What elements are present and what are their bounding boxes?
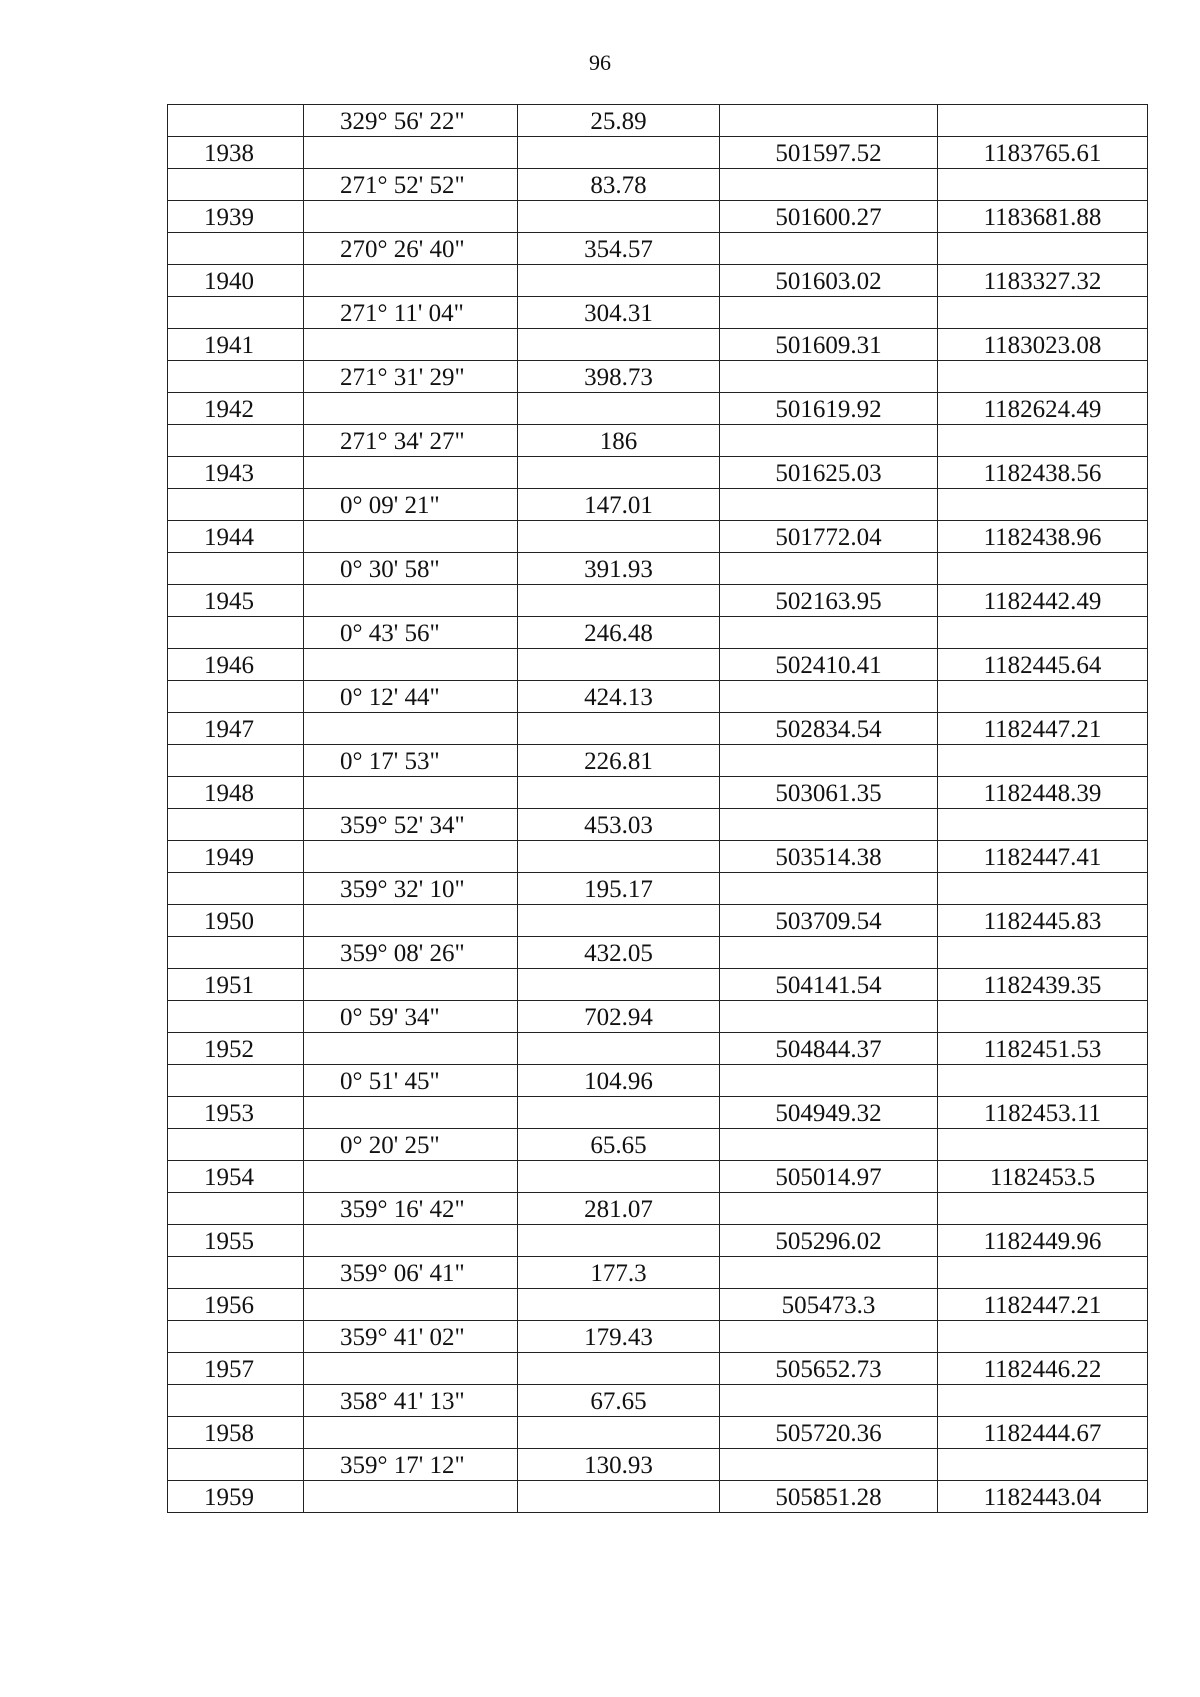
easting-cell: 1182444.67 — [938, 1417, 1148, 1449]
empty-cell — [518, 1033, 720, 1065]
northing-cell: 502163.95 — [720, 585, 938, 617]
page-number: 96 — [589, 50, 611, 75]
distance-cell: 304.31 — [518, 297, 720, 329]
table-row-station — [168, 137, 1148, 169]
empty-cell — [168, 873, 304, 905]
empty-cell — [168, 1257, 304, 1289]
table-row-leg — [168, 1065, 1148, 1097]
empty-cell — [938, 1193, 1148, 1225]
empty-cell — [304, 1289, 518, 1321]
northing-cell: 502410.41 — [720, 649, 938, 681]
empty-cell — [518, 1417, 720, 1449]
easting-cell: 1182453.5 — [938, 1161, 1148, 1193]
table-row-station — [168, 649, 1148, 681]
station-id-cell: 1944 — [168, 521, 304, 553]
table-row-station — [168, 521, 1148, 553]
empty-cell — [938, 1385, 1148, 1417]
distance-cell: 246.48 — [518, 617, 720, 649]
distance-cell: 453.03 — [518, 809, 720, 841]
table-row-leg — [168, 1321, 1148, 1353]
distance-cell: 398.73 — [518, 361, 720, 393]
empty-cell — [168, 105, 304, 137]
northing-cell: 505720.36 — [720, 1417, 938, 1449]
empty-cell — [304, 1481, 518, 1513]
empty-cell — [720, 809, 938, 841]
easting-cell: 1182624.49 — [938, 393, 1148, 425]
empty-cell — [168, 809, 304, 841]
northing-cell: 505296.02 — [720, 1225, 938, 1257]
empty-cell — [168, 425, 304, 457]
empty-cell — [518, 1353, 720, 1385]
distance-cell: 179.43 — [518, 1321, 720, 1353]
table-row-leg — [168, 681, 1148, 713]
empty-cell — [518, 1097, 720, 1129]
empty-cell — [938, 553, 1148, 585]
northing-cell: 501597.52 — [720, 137, 938, 169]
bearing-cell: 0° 17' 53" — [304, 745, 518, 777]
survey-coordinates-table — [167, 104, 1148, 1513]
empty-cell — [304, 393, 518, 425]
empty-cell — [168, 1001, 304, 1033]
empty-cell — [518, 1225, 720, 1257]
empty-cell — [938, 1449, 1148, 1481]
empty-cell — [518, 137, 720, 169]
station-id-cell: 1957 — [168, 1353, 304, 1385]
empty-cell — [720, 169, 938, 201]
northing-cell: 503514.38 — [720, 841, 938, 873]
empty-cell — [720, 553, 938, 585]
empty-cell — [720, 105, 938, 137]
distance-cell: 104.96 — [518, 1065, 720, 1097]
station-id-cell: 1948 — [168, 777, 304, 809]
empty-cell — [938, 361, 1148, 393]
empty-cell — [168, 233, 304, 265]
easting-cell: 1182445.64 — [938, 649, 1148, 681]
station-id-cell: 1947 — [168, 713, 304, 745]
station-id-cell: 1938 — [168, 137, 304, 169]
empty-cell — [720, 1001, 938, 1033]
table-row-leg — [168, 745, 1148, 777]
empty-cell — [168, 1193, 304, 1225]
table-row-station — [168, 265, 1148, 297]
empty-cell — [168, 1065, 304, 1097]
empty-cell — [720, 1065, 938, 1097]
empty-cell — [938, 681, 1148, 713]
empty-cell — [304, 713, 518, 745]
empty-cell — [168, 489, 304, 521]
table-row-station — [168, 905, 1148, 937]
empty-cell — [168, 553, 304, 585]
station-id-cell: 1958 — [168, 1417, 304, 1449]
table-row-leg — [168, 489, 1148, 521]
bearing-cell: 0° 51' 45" — [304, 1065, 518, 1097]
distance-cell: 186 — [518, 425, 720, 457]
empty-cell — [304, 1033, 518, 1065]
table-row-leg — [168, 105, 1148, 137]
empty-cell — [720, 873, 938, 905]
empty-cell — [518, 521, 720, 553]
table-row-station — [168, 713, 1148, 745]
table-row-leg — [168, 553, 1148, 585]
empty-cell — [938, 233, 1148, 265]
easting-cell: 1182445.83 — [938, 905, 1148, 937]
table-row-station — [168, 1417, 1148, 1449]
table-row-station — [168, 1481, 1148, 1513]
empty-cell — [518, 649, 720, 681]
empty-cell — [168, 1385, 304, 1417]
bearing-cell: 0° 20' 25" — [304, 1129, 518, 1161]
bearing-cell: 359° 08' 26" — [304, 937, 518, 969]
northing-cell: 502834.54 — [720, 713, 938, 745]
empty-cell — [168, 617, 304, 649]
distance-cell: 130.93 — [518, 1449, 720, 1481]
station-id-cell: 1959 — [168, 1481, 304, 1513]
empty-cell — [938, 617, 1148, 649]
table-row-station — [168, 1097, 1148, 1129]
empty-cell — [304, 329, 518, 361]
easting-cell: 1182438.56 — [938, 457, 1148, 489]
station-id-cell: 1941 — [168, 329, 304, 361]
empty-cell — [518, 457, 720, 489]
empty-cell — [168, 361, 304, 393]
table-row-station — [168, 969, 1148, 1001]
station-id-cell: 1954 — [168, 1161, 304, 1193]
empty-cell — [304, 1097, 518, 1129]
table-row-leg — [168, 297, 1148, 329]
northing-cell: 503709.54 — [720, 905, 938, 937]
northing-cell: 505851.28 — [720, 1481, 938, 1513]
easting-cell: 1182449.96 — [938, 1225, 1148, 1257]
northing-cell: 503061.35 — [720, 777, 938, 809]
table-row-leg — [168, 361, 1148, 393]
easting-cell: 1183327.32 — [938, 265, 1148, 297]
easting-cell: 1182447.21 — [938, 713, 1148, 745]
bearing-cell: 0° 09' 21" — [304, 489, 518, 521]
empty-cell — [938, 809, 1148, 841]
table-row-leg — [168, 873, 1148, 905]
table-row-station — [168, 393, 1148, 425]
empty-cell — [518, 329, 720, 361]
bearing-cell: 271° 34' 27" — [304, 425, 518, 457]
empty-cell — [720, 745, 938, 777]
empty-cell — [304, 1417, 518, 1449]
table-row-station — [168, 457, 1148, 489]
table-row-station — [168, 1353, 1148, 1385]
easting-cell: 1182438.96 — [938, 521, 1148, 553]
station-id-cell: 1942 — [168, 393, 304, 425]
empty-cell — [720, 1257, 938, 1289]
empty-cell — [518, 1481, 720, 1513]
distance-cell: 391.93 — [518, 553, 720, 585]
northing-cell: 501772.04 — [720, 521, 938, 553]
empty-cell — [518, 777, 720, 809]
empty-cell — [938, 937, 1148, 969]
empty-cell — [938, 489, 1148, 521]
bearing-cell: 359° 41' 02" — [304, 1321, 518, 1353]
distance-cell: 702.94 — [518, 1001, 720, 1033]
easting-cell: 1182443.04 — [938, 1481, 1148, 1513]
northing-cell: 504949.32 — [720, 1097, 938, 1129]
northing-cell: 501600.27 — [720, 201, 938, 233]
empty-cell — [518, 265, 720, 297]
empty-cell — [304, 777, 518, 809]
empty-cell — [168, 745, 304, 777]
bearing-cell: 271° 31' 29" — [304, 361, 518, 393]
table-row-station — [168, 1225, 1148, 1257]
empty-cell — [518, 1161, 720, 1193]
empty-cell — [168, 1129, 304, 1161]
table-row-station — [168, 841, 1148, 873]
empty-cell — [938, 297, 1148, 329]
bearing-cell: 358° 41' 13" — [304, 1385, 518, 1417]
empty-cell — [168, 1449, 304, 1481]
table-row-station — [168, 1161, 1148, 1193]
station-id-cell: 1955 — [168, 1225, 304, 1257]
table-row-leg — [168, 809, 1148, 841]
distance-cell: 424.13 — [518, 681, 720, 713]
empty-cell — [938, 1321, 1148, 1353]
station-id-cell: 1952 — [168, 1033, 304, 1065]
empty-cell — [720, 297, 938, 329]
bearing-cell: 0° 59' 34" — [304, 1001, 518, 1033]
empty-cell — [518, 713, 720, 745]
empty-cell — [518, 969, 720, 1001]
empty-cell — [168, 297, 304, 329]
station-id-cell: 1945 — [168, 585, 304, 617]
empty-cell — [720, 1129, 938, 1161]
empty-cell — [168, 937, 304, 969]
empty-cell — [304, 457, 518, 489]
northing-cell: 501603.02 — [720, 265, 938, 297]
table-row-station — [168, 1289, 1148, 1321]
distance-cell: 432.05 — [518, 937, 720, 969]
empty-cell — [720, 1449, 938, 1481]
table-row-leg — [168, 937, 1148, 969]
empty-cell — [304, 265, 518, 297]
bearing-cell: 359° 06' 41" — [304, 1257, 518, 1289]
distance-cell: 147.01 — [518, 489, 720, 521]
table-row-leg — [168, 1001, 1148, 1033]
bearing-cell: 0° 43' 56" — [304, 617, 518, 649]
distance-cell: 281.07 — [518, 1193, 720, 1225]
easting-cell: 1183023.08 — [938, 329, 1148, 361]
northing-cell: 504844.37 — [720, 1033, 938, 1065]
easting-cell: 1182448.39 — [938, 777, 1148, 809]
bearing-cell: 0° 12' 44" — [304, 681, 518, 713]
table-row-station — [168, 777, 1148, 809]
empty-cell — [938, 425, 1148, 457]
station-id-cell: 1940 — [168, 265, 304, 297]
easting-cell: 1183765.61 — [938, 137, 1148, 169]
northing-cell: 504141.54 — [720, 969, 938, 1001]
empty-cell — [518, 905, 720, 937]
station-id-cell: 1956 — [168, 1289, 304, 1321]
empty-cell — [720, 1385, 938, 1417]
empty-cell — [720, 1193, 938, 1225]
station-id-cell: 1939 — [168, 201, 304, 233]
empty-cell — [304, 1161, 518, 1193]
empty-cell — [518, 393, 720, 425]
empty-cell — [304, 137, 518, 169]
bearing-cell: 270° 26' 40" — [304, 233, 518, 265]
table-body — [168, 105, 1148, 1513]
empty-cell — [720, 681, 938, 713]
station-id-cell: 1949 — [168, 841, 304, 873]
bearing-cell: 271° 11' 04" — [304, 297, 518, 329]
distance-cell: 177.3 — [518, 1257, 720, 1289]
northing-cell: 505652.73 — [720, 1353, 938, 1385]
easting-cell: 1182442.49 — [938, 585, 1148, 617]
table-row-leg — [168, 1385, 1148, 1417]
station-id-cell: 1943 — [168, 457, 304, 489]
table-row-station — [168, 329, 1148, 361]
table-row-station — [168, 201, 1148, 233]
empty-cell — [938, 1129, 1148, 1161]
empty-cell — [304, 969, 518, 1001]
table-row-station — [168, 585, 1148, 617]
bearing-cell: 359° 17' 12" — [304, 1449, 518, 1481]
empty-cell — [938, 745, 1148, 777]
empty-cell — [304, 841, 518, 873]
bearing-cell: 329° 56' 22" — [304, 105, 518, 137]
empty-cell — [518, 1289, 720, 1321]
easting-cell: 1182446.22 — [938, 1353, 1148, 1385]
empty-cell — [938, 1001, 1148, 1033]
northing-cell: 501609.31 — [720, 329, 938, 361]
distance-cell: 65.65 — [518, 1129, 720, 1161]
empty-cell — [720, 937, 938, 969]
northing-cell: 505473.3 — [720, 1289, 938, 1321]
northing-cell: 501625.03 — [720, 457, 938, 489]
station-id-cell: 1946 — [168, 649, 304, 681]
station-id-cell: 1950 — [168, 905, 304, 937]
table-row-leg — [168, 1449, 1148, 1481]
easting-cell: 1182439.35 — [938, 969, 1148, 1001]
empty-cell — [518, 585, 720, 617]
bearing-cell: 359° 16' 42" — [304, 1193, 518, 1225]
empty-cell — [518, 841, 720, 873]
empty-cell — [938, 1257, 1148, 1289]
bearing-cell: 271° 52' 52" — [304, 169, 518, 201]
table-row-leg — [168, 1129, 1148, 1161]
distance-cell: 354.57 — [518, 233, 720, 265]
table-row-station — [168, 1033, 1148, 1065]
empty-cell — [304, 585, 518, 617]
bearing-cell: 359° 52' 34" — [304, 809, 518, 841]
empty-cell — [938, 105, 1148, 137]
distance-cell: 25.89 — [518, 105, 720, 137]
empty-cell — [720, 425, 938, 457]
distance-cell: 83.78 — [518, 169, 720, 201]
easting-cell: 1183681.88 — [938, 201, 1148, 233]
empty-cell — [938, 873, 1148, 905]
northing-cell: 505014.97 — [720, 1161, 938, 1193]
northing-cell: 501619.92 — [720, 393, 938, 425]
empty-cell — [938, 169, 1148, 201]
empty-cell — [518, 201, 720, 233]
empty-cell — [304, 649, 518, 681]
empty-cell — [720, 361, 938, 393]
station-id-cell: 1951 — [168, 969, 304, 1001]
distance-cell: 195.17 — [518, 873, 720, 905]
bearing-cell: 0° 30' 58" — [304, 553, 518, 585]
empty-cell — [720, 233, 938, 265]
empty-cell — [168, 1321, 304, 1353]
table-row-leg — [168, 1257, 1148, 1289]
table-row-leg — [168, 233, 1148, 265]
empty-cell — [304, 905, 518, 937]
empty-cell — [168, 681, 304, 713]
station-id-cell: 1953 — [168, 1097, 304, 1129]
empty-cell — [168, 169, 304, 201]
easting-cell: 1182447.21 — [938, 1289, 1148, 1321]
empty-cell — [720, 1321, 938, 1353]
easting-cell: 1182451.53 — [938, 1033, 1148, 1065]
table-row-leg — [168, 425, 1148, 457]
table-row-leg — [168, 617, 1148, 649]
empty-cell — [938, 1065, 1148, 1097]
table-row-leg — [168, 1193, 1148, 1225]
easting-cell: 1182447.41 — [938, 841, 1148, 873]
table-row-leg — [168, 169, 1148, 201]
bearing-cell: 359° 32' 10" — [304, 873, 518, 905]
empty-cell — [304, 521, 518, 553]
distance-cell: 67.65 — [518, 1385, 720, 1417]
distance-cell: 226.81 — [518, 745, 720, 777]
empty-cell — [304, 201, 518, 233]
empty-cell — [304, 1353, 518, 1385]
empty-cell — [720, 489, 938, 521]
easting-cell: 1182453.11 — [938, 1097, 1148, 1129]
empty-cell — [304, 1225, 518, 1257]
empty-cell — [720, 617, 938, 649]
